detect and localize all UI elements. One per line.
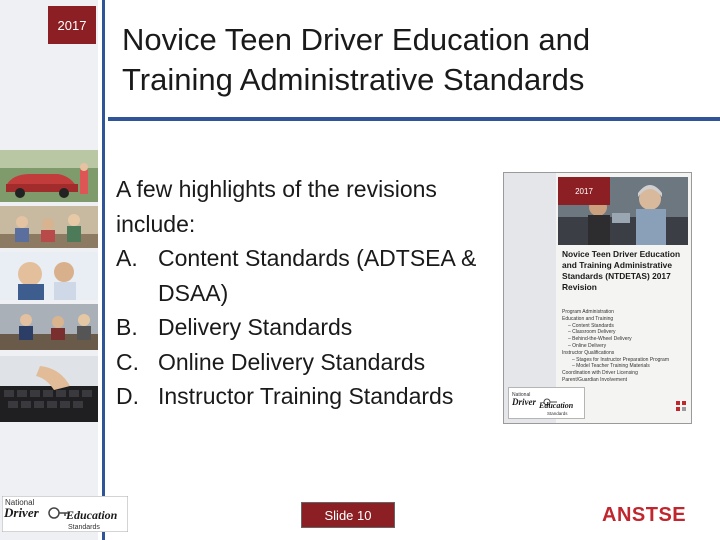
cover-title: Novice Teen Driver Education and Training Administrative Standards (NTDETAS) 2017 Revision bbox=[562, 249, 681, 292]
list-item-text: Content Standards (ADTSEA & DSAA) bbox=[158, 245, 477, 306]
cover-list-item: – Classroom Delivery bbox=[568, 329, 616, 336]
list-item-text: Online Delivery Standards bbox=[158, 348, 426, 375]
list-marker: D. bbox=[116, 383, 139, 409]
cover-list-item: – Behind-the-Wheel Delivery bbox=[568, 336, 632, 343]
title-underline bbox=[108, 117, 720, 121]
list-marker: C. bbox=[116, 348, 139, 375]
highlights-list bbox=[116, 172, 516, 414]
anstse-logo: ANSTSE bbox=[602, 504, 687, 526]
list-marker: A. bbox=[116, 245, 138, 271]
cover-list-item: – Stages for Instructor Preparation Program bbox=[572, 356, 669, 363]
slide-title-line2: Training Administrative Standards bbox=[122, 62, 585, 97]
cover-list-item: – Online Delivery bbox=[568, 342, 607, 349]
footer-logo-text: Driver bbox=[4, 505, 39, 520]
cover-logo-text: National bbox=[512, 392, 531, 398]
cover-list-item: Coordination with Driver Licensing bbox=[562, 370, 638, 377]
classroom-photo bbox=[0, 252, 98, 300]
cover-logo-text: Driver bbox=[512, 397, 536, 407]
list-item bbox=[116, 310, 516, 345]
cover-year-badge: 2017 bbox=[558, 177, 610, 205]
list-item bbox=[116, 241, 516, 310]
slide-number-badge: Slide 10 bbox=[301, 502, 395, 528]
slide-title bbox=[122, 20, 702, 100]
footer-logo bbox=[2, 496, 128, 532]
list-marker: B. bbox=[116, 314, 138, 340]
year-badge: 2017 bbox=[48, 6, 96, 44]
cover-list-item: – Model Teacher Training Materials bbox=[572, 363, 650, 370]
cover-corner-mark bbox=[676, 401, 686, 411]
cover-list-item: Education and Training bbox=[562, 315, 614, 322]
cover-logo-text: Standards bbox=[547, 411, 568, 416]
students-photo bbox=[0, 206, 98, 248]
footer-logo-text: Education bbox=[66, 508, 118, 522]
cover-logo-text: Education bbox=[539, 401, 574, 410]
slide-title-line1: Novice Teen Driver Education and bbox=[122, 22, 591, 57]
list-item-text: Instructor Training Standards bbox=[158, 383, 454, 409]
cover-logo bbox=[508, 387, 585, 419]
list-item-text: Delivery Standards bbox=[158, 314, 353, 340]
report-cover-image bbox=[503, 172, 692, 424]
keyboard-photo bbox=[0, 356, 98, 422]
cover-contents bbox=[562, 309, 688, 384]
footer-logo-text: National bbox=[5, 498, 35, 507]
cover-list-item: Program Administration bbox=[562, 309, 614, 315]
car-photo bbox=[0, 150, 98, 202]
list-item bbox=[116, 379, 516, 414]
cover-list-item: Instructor Qualifications bbox=[562, 349, 615, 356]
cover-sidebar bbox=[504, 173, 556, 423]
list-item bbox=[116, 345, 516, 380]
footer-logo-text: Standards bbox=[68, 524, 100, 531]
cover-list-item: – Content Standards bbox=[568, 322, 614, 329]
highlights-intro: A few highlights of the revisions include: bbox=[116, 176, 437, 237]
instructor-photo bbox=[0, 304, 98, 350]
sidebar-divider bbox=[102, 0, 105, 540]
cover-list-item: Parent/Guardian Involvement bbox=[562, 376, 628, 383]
